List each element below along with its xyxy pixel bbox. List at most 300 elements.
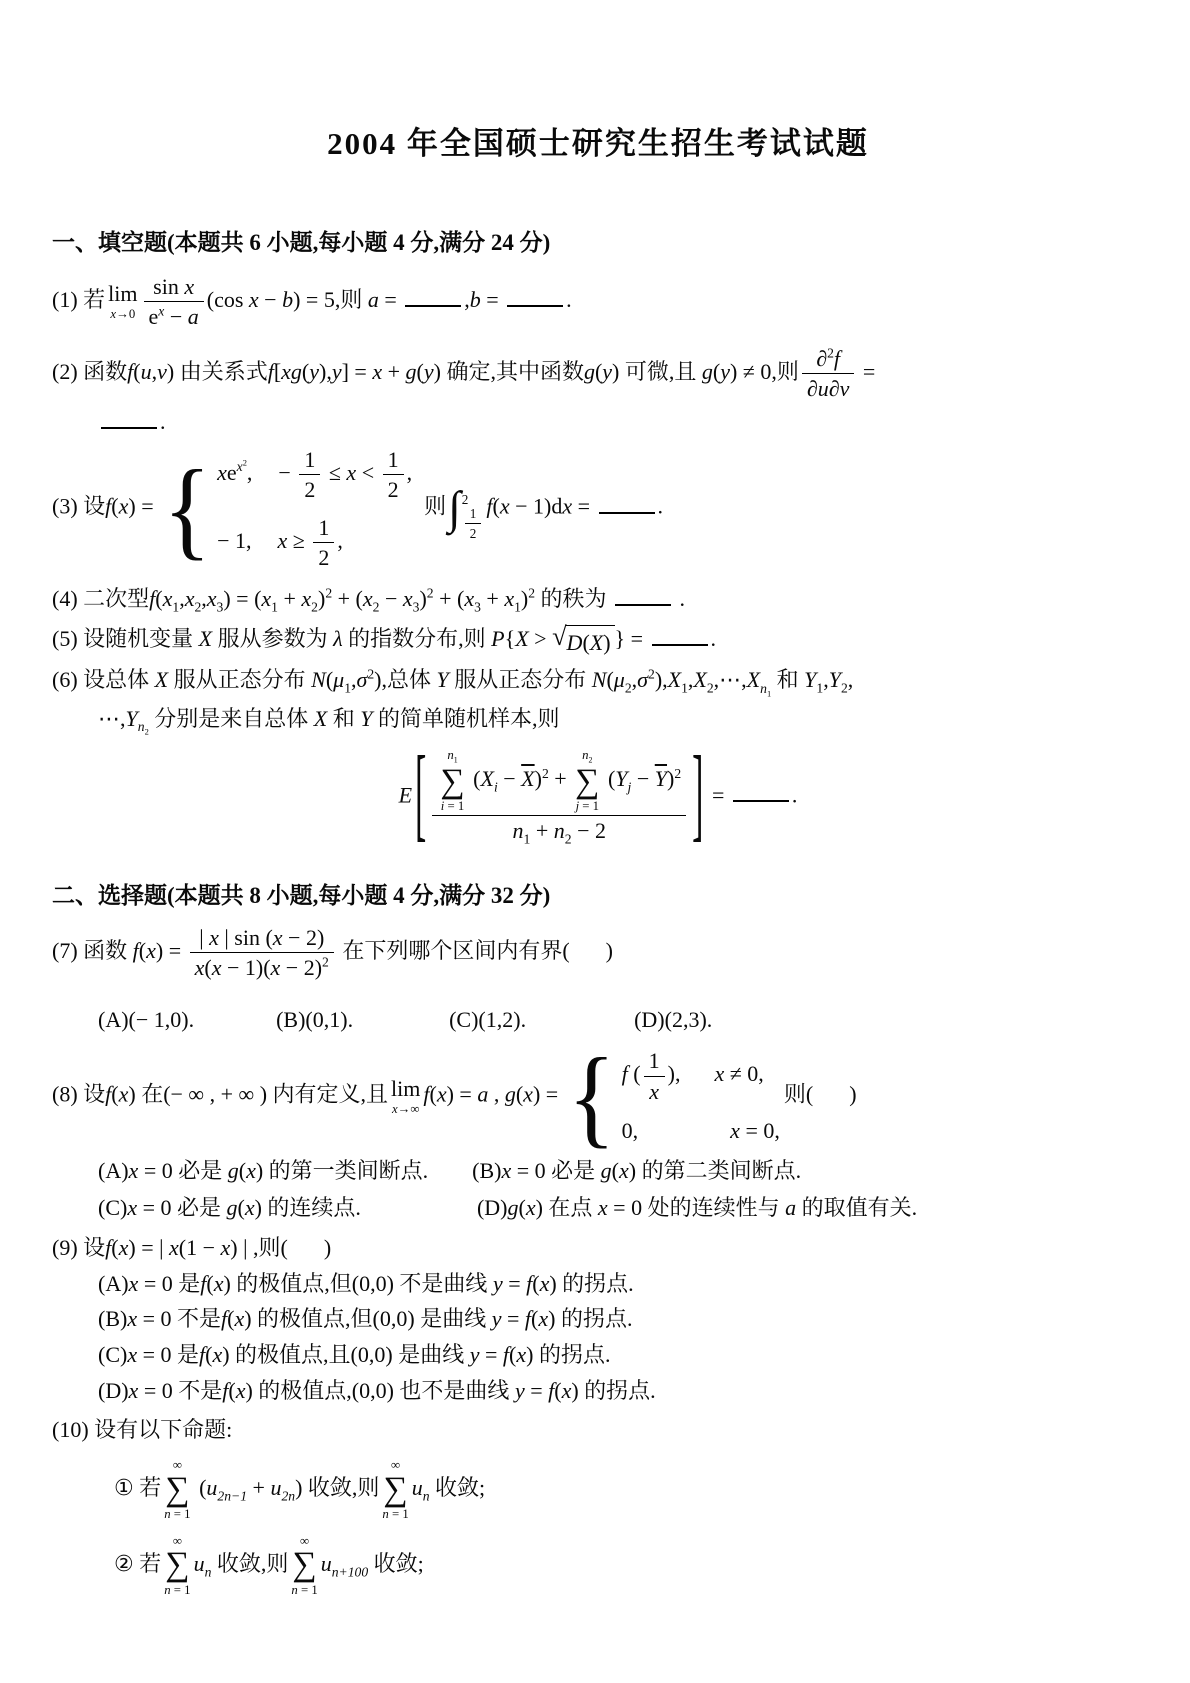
- math-variable: x: [244, 1195, 255, 1221]
- math-variable: n: [164, 1506, 171, 1521]
- text-run: ∞: [172, 1533, 182, 1548]
- spacer: [361, 1214, 477, 1215]
- math-variable: n: [512, 817, 524, 843]
- math-variable: x: [597, 1195, 608, 1221]
- math-variable: x: [212, 1341, 223, 1367]
- text-run: (: [237, 1195, 245, 1221]
- text-run: (D): [476, 1195, 508, 1221]
- text-run: = 1: [388, 1506, 409, 1521]
- math-variable: y: [309, 358, 320, 384]
- text-run: (: [611, 1157, 619, 1183]
- math-variable: u: [817, 375, 829, 401]
- text-run: ): [603, 629, 611, 655]
- text-run: ) 的极值点,但(0,0) 是曲线: [244, 1306, 492, 1332]
- math-variable: x: [213, 1270, 224, 1296]
- spacer: [288, 1254, 324, 1255]
- math-variable: j: [575, 799, 580, 814]
- text-run: 和: [327, 706, 361, 731]
- blank-underline: [405, 291, 461, 307]
- text-run: ∞: [172, 1458, 182, 1473]
- text-run: e: [148, 304, 159, 330]
- math-variable: n: [382, 1506, 389, 1521]
- text-run: (: [515, 1081, 524, 1107]
- subscript: 3: [412, 599, 420, 615]
- text-run: 2: [387, 477, 399, 503]
- text-run: 服从正态分布: [168, 667, 312, 693]
- spacer: [638, 1137, 730, 1138]
- superscript: 2: [242, 457, 247, 468]
- math-variable: X: [154, 667, 169, 693]
- piecewise-cases: { $xe^{x^2}$, − $\frac{1}{2}$ ≤ x < $\frac{1}{2}$ , − 1, x ≥ $\frac{1}{2}$ ,: [163, 446, 413, 570]
- math-variable: y: [602, 358, 613, 384]
- text-run: ) 的连续点.: [254, 1195, 361, 1221]
- math-variable: f: [105, 1234, 112, 1260]
- subscript: n+100: [331, 1563, 369, 1579]
- math-variable: f: [524, 1306, 532, 1332]
- subscript: n: [422, 1488, 430, 1504]
- text-run: (C)(1,2).: [449, 1006, 527, 1032]
- math-variable: x: [436, 1081, 447, 1107]
- sum-operator: $n_2$ ∑ j = 1: [575, 747, 600, 814]
- text-run: ∂: [806, 375, 818, 401]
- math-variable: i: [440, 799, 445, 814]
- fraction: [144, 274, 204, 330]
- math-variable: y: [514, 1377, 525, 1403]
- superscript: 2: [367, 667, 375, 683]
- math-variable: x: [234, 1306, 245, 1332]
- blank-underline: [615, 590, 671, 606]
- text-run: (cos: [206, 286, 249, 312]
- math-variable: f: [486, 493, 493, 519]
- integral-operator: ∫ 2 $\frac{1}{2}$: [448, 485, 484, 531]
- question-7-options: [52, 1005, 1144, 1035]
- text-run: (1 −: [178, 1234, 221, 1260]
- text-run: ≠ 0,: [724, 1061, 764, 1087]
- text-run: ): [667, 765, 675, 791]
- spacer: [416, 513, 424, 514]
- text-run: = 0 是: [137, 1341, 200, 1367]
- math-variable: μ: [333, 667, 345, 693]
- text-run: (: [228, 1377, 236, 1403]
- text-run: (5) 设随机变量: [52, 626, 199, 652]
- math-variable: x: [118, 1081, 129, 1107]
- spacer: [680, 1080, 714, 1081]
- math-variable: x: [539, 1270, 550, 1296]
- question-10-item-2: [52, 1535, 1144, 1597]
- text-run: ) 可微,且: [612, 358, 702, 384]
- math-variable: x: [118, 493, 129, 519]
- sum-operator: $n_1$ ∑ i = 1: [440, 747, 465, 814]
- math-variable: x: [504, 586, 515, 612]
- text-run: 二、选择题(本题共 8 小题,每小题 4 分,满分 32 分): [52, 882, 551, 908]
- math-variable: x: [248, 286, 259, 312]
- piecewise-cases: { f ( $\frac{1}{x}$ ), x ≠ 0, 0, x = 0,: [567, 1035, 780, 1158]
- subscript: 2: [840, 680, 848, 696]
- text-run: = 0 必是: [138, 1157, 228, 1183]
- math-variable: X: [480, 765, 494, 791]
- text-run: (4) 二次型: [52, 586, 150, 612]
- text-run: ) 的极值点,但(0,0) 不是曲线: [223, 1270, 493, 1296]
- math-variable: x: [561, 1377, 572, 1403]
- text-run: (B): [98, 1306, 128, 1332]
- text-run: (: [155, 586, 163, 612]
- math-variable: x: [538, 1306, 549, 1332]
- fraction: [802, 346, 855, 402]
- math-variable: x: [235, 1377, 246, 1403]
- math-variable: xg: [281, 358, 302, 384]
- math-variable: x: [128, 1157, 139, 1183]
- math-variable: x: [649, 1078, 659, 1104]
- text-run: 收敛;: [429, 1474, 486, 1500]
- math-variable: f: [526, 1270, 533, 1296]
- text-run: (10) 设有以下命题:: [52, 1417, 233, 1443]
- text-run: (: [531, 1306, 539, 1332]
- math-variable: Y: [125, 706, 138, 731]
- subscript: 2: [706, 680, 714, 696]
- math-variable: y: [331, 358, 342, 384]
- math-variable: X: [313, 706, 328, 731]
- math-variable: x: [372, 358, 383, 384]
- text-run: =: [706, 782, 730, 808]
- math-variable: Y: [615, 765, 628, 791]
- subscript: 1: [523, 831, 531, 847]
- math-variable: x: [402, 586, 413, 612]
- text-run: −: [631, 765, 655, 791]
- math-variable: x: [272, 924, 283, 950]
- text-run: 服从正态分布: [448, 667, 592, 693]
- math-variable: X: [693, 667, 707, 693]
- text-run: .: [657, 493, 664, 519]
- math-variable: f: [149, 586, 156, 612]
- limit-operator: lim x→0: [108, 280, 138, 321]
- math-variable: X: [667, 667, 682, 693]
- question-9: [52, 1233, 1144, 1263]
- math-variable: E: [398, 782, 413, 808]
- page-title: 2004 年全国硕士研究生招生考试试题: [327, 126, 869, 161]
- math-variable: X: [515, 626, 529, 652]
- fraction: [299, 447, 320, 503]
- math-variable: x: [391, 1102, 398, 1116]
- math-variable: y: [423, 358, 434, 384]
- math-variable: n: [582, 747, 589, 762]
- subscript: [760, 680, 772, 699]
- math-variable: y: [469, 1341, 480, 1367]
- text-run: ) =: [155, 937, 187, 963]
- sum-operator: ∞ ∑ n = 1: [164, 1458, 191, 1521]
- question-2: [52, 346, 1144, 402]
- question-5: [52, 620, 1144, 657]
- math-variable: D: [566, 629, 583, 655]
- text-run: ): [520, 586, 529, 612]
- text-run: ) ≠ 0,则: [729, 358, 799, 384]
- subscript: 1: [816, 680, 824, 696]
- text-run: (: [627, 1061, 641, 1087]
- overline-variable: $\overline{Y}$: [654, 765, 668, 791]
- text-run: ): [323, 1234, 332, 1260]
- fraction: [465, 506, 482, 541]
- text-run: = 0 不是: [138, 1377, 223, 1403]
- spacer: [194, 1026, 276, 1027]
- question-4: [52, 584, 1144, 614]
- text-run: ) 收敛,则: [295, 1474, 380, 1500]
- math-variable: x: [730, 1117, 740, 1143]
- text-run: (: [133, 358, 141, 384]
- text-run: = 1: [297, 1582, 318, 1597]
- text-run: (: [111, 1234, 119, 1260]
- question-2-blank-line: [52, 407, 1144, 437]
- math-variable: f: [423, 1081, 430, 1107]
- math-variable: x: [261, 586, 272, 612]
- spacer: [252, 546, 278, 547]
- subscript: 2: [194, 599, 202, 615]
- blank-underline: [507, 291, 563, 307]
- text-run: ≥: [287, 527, 311, 553]
- math-variable: x: [346, 459, 357, 485]
- text-run: 和: [771, 667, 805, 693]
- text-run: ) | ,则(: [230, 1234, 288, 1260]
- spacer: [526, 1026, 634, 1027]
- math-variable: N: [591, 667, 607, 693]
- math-variable: x: [194, 955, 205, 981]
- text-run: (: [518, 1195, 526, 1221]
- spacer: [570, 957, 606, 958]
- question-9-option-a: [52, 1269, 1144, 1299]
- text-run: +: [480, 586, 505, 612]
- text-run: = 0 不是: [137, 1306, 222, 1332]
- text-run: − 2: [571, 817, 606, 843]
- subscript: 2n−1: [217, 1488, 248, 1504]
- text-run: 分别是来自总体: [148, 706, 314, 731]
- math-variable: x: [523, 1081, 533, 1107]
- section-1-header: [52, 227, 1144, 258]
- math-variable: n: [291, 1582, 298, 1597]
- text-run: ∂: [828, 375, 840, 401]
- text-run: ) = (: [223, 586, 262, 612]
- text-run: +: [530, 817, 554, 843]
- text-run: ) =: [128, 493, 160, 519]
- math-variable: v: [157, 358, 167, 384]
- blank-underline: [652, 630, 708, 646]
- text-run: ) 的拐点.: [548, 1306, 633, 1332]
- text-run: + (: [433, 586, 465, 612]
- subscript: 1: [172, 599, 180, 615]
- text-run: ,: [823, 667, 829, 693]
- text-run: ,: [631, 667, 638, 693]
- sum-operator: ∞ ∑ n = 1: [291, 1533, 318, 1597]
- math-variable: N: [311, 667, 326, 693]
- math-variable: g: [405, 358, 417, 384]
- text-run: 1: [648, 1048, 660, 1074]
- math-variable: f: [833, 345, 841, 371]
- spacer: [353, 1026, 449, 1027]
- text-run: ,: [464, 286, 470, 312]
- text-run: 的秩为: [535, 586, 613, 612]
- text-run: +: [382, 358, 406, 384]
- text-run: ,: [488, 1081, 505, 1107]
- question-8-options-cd: [52, 1193, 1144, 1223]
- math-variable: x: [236, 459, 243, 475]
- text-run: ,: [151, 358, 158, 384]
- fraction: [383, 447, 404, 503]
- text-run: ② 若: [114, 1550, 162, 1576]
- math-variable: Y: [436, 667, 449, 693]
- math-variable: x: [562, 493, 573, 519]
- question-9-option-d: [52, 1376, 1144, 1406]
- text-run: 2: [461, 491, 469, 507]
- math-variable: x: [516, 1341, 527, 1367]
- text-run: 一、填空题(本题共 6 小题,每小题 4 分,满分 24 分): [52, 230, 551, 255]
- text-run: ≤: [323, 459, 347, 485]
- section-2-header: [52, 880, 1144, 911]
- text-run: (: [606, 667, 614, 693]
- math-variable: f: [105, 1081, 112, 1107]
- text-run: 1: [318, 514, 330, 540]
- math-variable: x: [220, 1234, 231, 1260]
- question-10-item-1: [52, 1459, 1144, 1521]
- math-variable: g: [226, 1195, 238, 1221]
- math-variable: a: [367, 286, 379, 312]
- text-run: 2: [318, 544, 330, 570]
- text-run: = 0,: [739, 1117, 780, 1143]
- math-variable: x: [211, 955, 222, 981]
- text-run: 服从参数为: [212, 626, 334, 652]
- question-9-option-b: [52, 1304, 1144, 1334]
- math-variable: x: [501, 1157, 512, 1183]
- text-run: ) =: [446, 1081, 478, 1107]
- math-variable: b: [282, 286, 294, 312]
- text-run: 0,: [621, 1117, 639, 1143]
- subscript: 2: [144, 727, 149, 738]
- text-run: (1) 若: [52, 286, 106, 312]
- text-run: .: [160, 409, 166, 435]
- math-variable: f: [127, 358, 134, 384]
- text-run: sin: [153, 274, 185, 300]
- math-variable: x: [362, 586, 373, 612]
- text-run: ) 的第一类间断点.: [255, 1157, 429, 1183]
- text-run: ) = 5,则: [293, 286, 368, 312]
- text-run: 则(: [783, 1081, 814, 1107]
- text-run: ): [534, 765, 542, 791]
- math-variable: u: [411, 1474, 423, 1500]
- math-variable: x: [127, 1306, 138, 1332]
- subscript: 1: [344, 680, 351, 696]
- text-run: (A)(− 1,0).: [98, 1006, 195, 1032]
- math-variable: X: [198, 626, 213, 652]
- text-run: = 1: [444, 799, 465, 814]
- text-run: (: [467, 765, 481, 791]
- math-variable: λ: [333, 626, 343, 652]
- text-run: 1: [469, 505, 477, 521]
- superscript: 2: [426, 585, 434, 601]
- text-run: =: [572, 493, 596, 519]
- text-run: −: [164, 304, 188, 330]
- text-run: − 1)(: [221, 955, 271, 981]
- text-run: →0: [116, 306, 136, 321]
- fraction: [313, 515, 334, 571]
- math-variable: f: [132, 937, 139, 963]
- math-variable: x: [301, 586, 312, 612]
- math-variable: Y: [360, 706, 373, 731]
- text-run: = 1: [579, 799, 600, 814]
- text-run: ) 的第二类间断点.: [628, 1157, 802, 1183]
- text-run: ) 的极值点,(0,0) 也不是曲线: [245, 1377, 515, 1403]
- text-run: − 2): [280, 955, 323, 981]
- text-run: ⋯,: [98, 706, 126, 731]
- math-variable: x: [217, 459, 227, 485]
- math-variable: x: [128, 1270, 139, 1296]
- text-run: ) 在点: [535, 1195, 598, 1221]
- document-body: [52, 227, 1144, 1596]
- math-variable: P: [491, 626, 505, 652]
- subscript: 2: [372, 599, 380, 615]
- math-variable: x: [619, 1157, 629, 1183]
- text-run: (: [204, 955, 212, 981]
- fraction: [432, 749, 686, 846]
- text-run: ) 由关系式: [166, 358, 268, 384]
- text-run: = 1: [170, 1506, 191, 1521]
- math-variable: g: [583, 358, 595, 384]
- text-run: −: [258, 286, 283, 312]
- subscript: 1: [514, 599, 521, 615]
- math-variable: x: [270, 955, 281, 981]
- text-run: (: [205, 1341, 213, 1367]
- math-variable: x: [162, 586, 173, 612]
- text-run: <: [356, 459, 380, 485]
- text-run: (3) 设: [52, 493, 106, 519]
- math-variable: x: [206, 586, 217, 612]
- math-variable: x: [525, 1195, 536, 1221]
- math-variable: g: [227, 1157, 239, 1183]
- math-variable: g: [507, 1195, 519, 1221]
- math-variable: f: [502, 1341, 510, 1367]
- fraction: [644, 1048, 665, 1104]
- superscript: 2: [827, 345, 834, 361]
- text-run: |: [199, 924, 210, 950]
- text-run: e: [226, 459, 237, 485]
- text-run: (: [206, 1270, 214, 1296]
- math-variable: x: [464, 586, 475, 612]
- text-run: ,: [179, 586, 185, 612]
- text-run: .: [791, 782, 798, 808]
- spacer: [252, 479, 278, 480]
- math-variable: u: [140, 358, 152, 384]
- question-8: [52, 1035, 1144, 1158]
- text-run: (: [416, 358, 424, 384]
- text-run: .: [710, 626, 717, 652]
- math-variable: g: [600, 1157, 612, 1183]
- superscript: 2: [528, 585, 536, 601]
- math-variable: n: [447, 747, 454, 762]
- text-run: = 0 必是: [511, 1157, 601, 1183]
- math-variable: x: [128, 1377, 139, 1403]
- math-variable: u: [270, 1474, 282, 1500]
- math-variable: n: [760, 680, 767, 696]
- limit-operator: lim x→∞: [391, 1076, 421, 1116]
- math-variable: y: [720, 358, 730, 384]
- subscript: 2: [624, 680, 632, 696]
- question-1: [52, 274, 1144, 330]
- text-run: = 0 是: [138, 1270, 201, 1296]
- fraction: [190, 925, 334, 981]
- math-variable: b: [469, 286, 481, 312]
- text-run: ),总体: [374, 667, 437, 693]
- big-bracket: [: [415, 738, 427, 854]
- math-variable: a: [187, 304, 199, 330]
- text-run: = 0 必是: [137, 1195, 227, 1221]
- math-variable: x: [714, 1061, 725, 1087]
- text-run: ) 的极值点,且(0,0) 是曲线: [222, 1341, 470, 1367]
- question-10: [52, 1415, 1144, 1445]
